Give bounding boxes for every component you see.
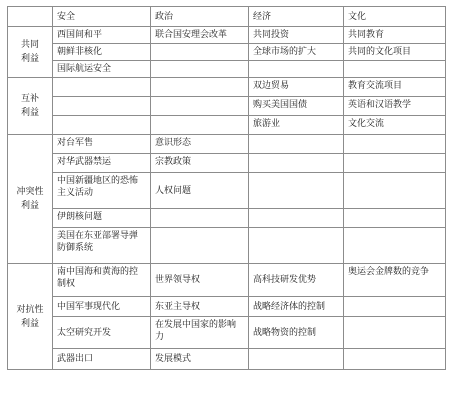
table-row — [8, 78, 446, 97]
table-cell — [151, 44, 249, 61]
table-cell — [151, 116, 249, 135]
table-row — [8, 317, 446, 349]
row-header-conflicting — [8, 135, 53, 264]
row-header-label: 对抗性 — [16, 304, 44, 315]
table-cell: 美国在东亚部署导弹防御系统 — [53, 228, 151, 264]
table-cell — [53, 78, 151, 97]
table-cell — [53, 116, 151, 135]
table-cell: 战略物资的控制 — [249, 317, 344, 349]
table-cell — [344, 173, 446, 209]
table-cell: 在发展中国家的影响力 — [151, 317, 249, 349]
table-cell — [151, 78, 249, 97]
table-cell — [249, 349, 344, 370]
table-cell: 教育交流项目 — [344, 78, 446, 97]
header-blank — [8, 7, 53, 27]
table-cell — [344, 135, 446, 154]
table-row — [8, 349, 446, 370]
header-culture: 文化 — [344, 7, 446, 27]
table-row — [8, 116, 446, 135]
table-row — [8, 209, 446, 228]
row-header-label: 冲突性 — [16, 187, 44, 197]
table-cell: 朝鲜非核化 — [53, 44, 151, 61]
header-economy: 经济 — [249, 7, 344, 27]
table-cell: 发展模式 — [151, 349, 249, 370]
table-cell — [249, 209, 344, 228]
row-header-label: 共同 — [20, 40, 39, 50]
table-cell: 高科技研发优势 — [249, 264, 344, 297]
table-cell: 购买美国国债 — [249, 97, 344, 116]
table-cell: 全球市场的扩大 — [249, 44, 344, 61]
table-cell — [151, 97, 249, 116]
table-row — [8, 264, 446, 297]
table-cell: 太空研究开发 — [53, 317, 151, 349]
table-cell — [344, 61, 446, 78]
table-cell — [249, 61, 344, 78]
header-politics: 政治 — [151, 7, 249, 27]
table-cell: 文化交流 — [344, 116, 446, 135]
row-header-complementary — [8, 78, 53, 135]
table-cell: 旅游业 — [249, 116, 344, 135]
table-row — [8, 44, 446, 61]
table-cell: 共同的文化项目 — [344, 44, 446, 61]
table-cell: 西国间和平 — [53, 27, 151, 44]
row-header-label: 利益 — [20, 318, 39, 329]
table-cell — [151, 228, 249, 264]
table-cell: 中国军事现代化 — [53, 297, 151, 317]
table-row — [8, 228, 446, 264]
table-cell — [53, 97, 151, 116]
table-cell — [151, 209, 249, 228]
table-cell — [249, 228, 344, 264]
table-cell: 双边贸易 — [249, 78, 344, 97]
table-cell: 英语和汉语教学 — [344, 97, 446, 116]
table-row — [8, 154, 446, 173]
table-cell: 中国新疆地区的恐怖主义活动 — [53, 173, 151, 209]
table-cell: 对台军售 — [53, 135, 151, 154]
table-cell: 武器出口 — [53, 349, 151, 370]
table-cell: 国际航运安全 — [53, 61, 151, 78]
table-row — [8, 27, 446, 44]
table-cell: 东亚主导权 — [151, 297, 249, 317]
row-header-label: 互补 — [20, 94, 39, 104]
table-cell: 奥运会金牌数的竞争 — [344, 264, 446, 297]
table-cell: 南中国海和黄海的控制权 — [53, 264, 151, 297]
table-cell: 世界领导权 — [151, 264, 249, 297]
table-cell: 战略经济体的控制 — [249, 297, 344, 317]
row-header-label: 利益 — [20, 201, 39, 211]
table-cell — [249, 154, 344, 173]
table-cell: 人权问题 — [151, 173, 249, 209]
table-cell — [344, 209, 446, 228]
table-cell — [344, 317, 446, 349]
row-header-adversarial — [8, 264, 53, 370]
table-cell — [249, 135, 344, 154]
table-cell — [249, 173, 344, 209]
row-header-label: 利益 — [20, 108, 39, 118]
table-row — [8, 97, 446, 116]
row-header-label: 利益 — [20, 54, 39, 64]
table-cell: 对华武器禁运 — [53, 154, 151, 173]
row-header-common — [8, 27, 53, 78]
table-cell — [344, 349, 446, 370]
table-cell — [344, 297, 446, 317]
table-row — [8, 61, 446, 78]
table-cell: 伊朗核问题 — [53, 209, 151, 228]
table-cell: 共同教育 — [344, 27, 446, 44]
table-row — [8, 297, 446, 317]
table-cell — [344, 228, 446, 264]
table-row — [8, 135, 446, 154]
table-cell: 共同投资 — [249, 27, 344, 44]
table-cell — [151, 61, 249, 78]
table-cell: 宗教政策 — [151, 154, 249, 173]
header-row — [8, 7, 446, 27]
table-cell — [344, 154, 446, 173]
table-row — [8, 173, 446, 209]
interests-table — [7, 6, 446, 370]
table-cell: 联合国安理会改革 — [151, 27, 249, 44]
table-cell: 意识形态 — [151, 135, 249, 154]
header-security: 安全 — [53, 7, 151, 27]
